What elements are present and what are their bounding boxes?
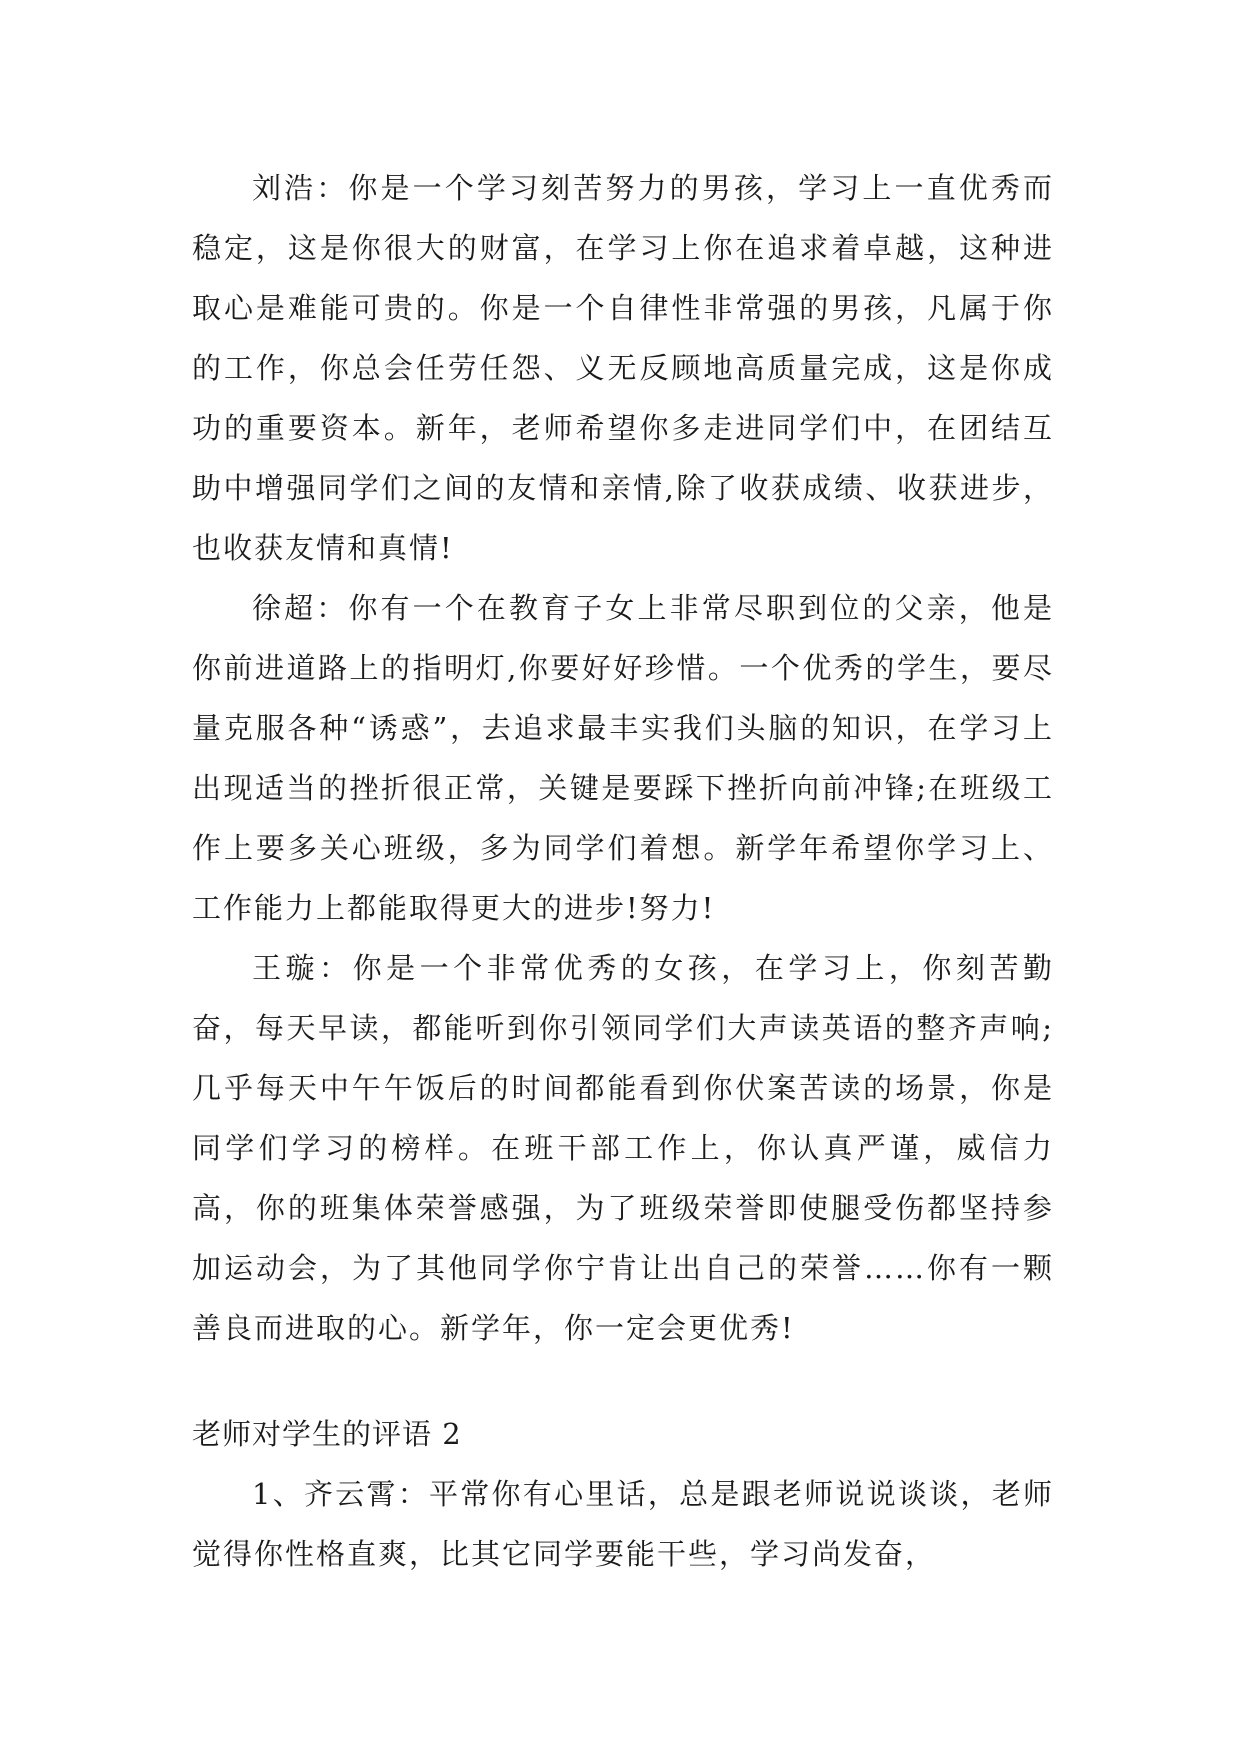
- section-heading: 老师对学生的评语 2: [192, 1417, 462, 1451]
- comment-paragraph-wangxuan: 王璇：你是一个非常优秀的女孩，在学习上，你刻苦勤奋，每天早读，都能听到你引领同学们大声读英语的整齐声响;几乎每天中午午饭后的时间都能看到你伏案苦读的场景，你是同学们学习的榜样。在班干部工作上，你认真严谨，威信力高，你的班集体荣誉感强，为了班级荣誉即使腿受伤都坚持参加运动会，为了其他同学你宁肯让出自己的荣誉……你有一颗善良而进取的心。新学年，你一定会更优秀!: [192, 951, 1054, 1345]
- comment-paragraph-liuhao: 刘浩：你是一个学习刻苦努力的男孩，学习上一直优秀而稳定，这是你很大的财富，在学习上你在追求着卓越，这种进取心是难能可贵的。你是一个自律性非常强的男孩，凡属于你的工作，你总会任劳任怨、义无反顾地高质量完成，这是你成功的重要资本。新年，老师希望你多走进同学们中，在团结互助中增强同学们之间的友情和亲情,除了收获成绩、收获进步，也收获友情和真情!: [192, 171, 1054, 565]
- comment-paragraph-qiyunxiao: 1、齐云霄：平常你有心里话，总是跟老师说说谈谈，老师觉得你性格直爽，比其它同学要能干些，学习尚发奋，: [192, 1477, 1054, 1571]
- document-body: [192, 158, 1054, 1584]
- comment-paragraph-xuchao: 徐超：你有一个在教育子女上非常尽职到位的父亲，他是你前进道路上的指明灯,你要好好珍惜。一个优秀的学生，要尽量克服各种“诱惑”，去追求最丰实我们头脑的知识，在学习上出现适当的挫折很正常，关键是要踩下挫折向前冲锋;在班级工作上要多关心班级，多为同学们着想。新学年希望你学习上、工作能力上都能取得更大的进步!努力!: [192, 591, 1054, 925]
